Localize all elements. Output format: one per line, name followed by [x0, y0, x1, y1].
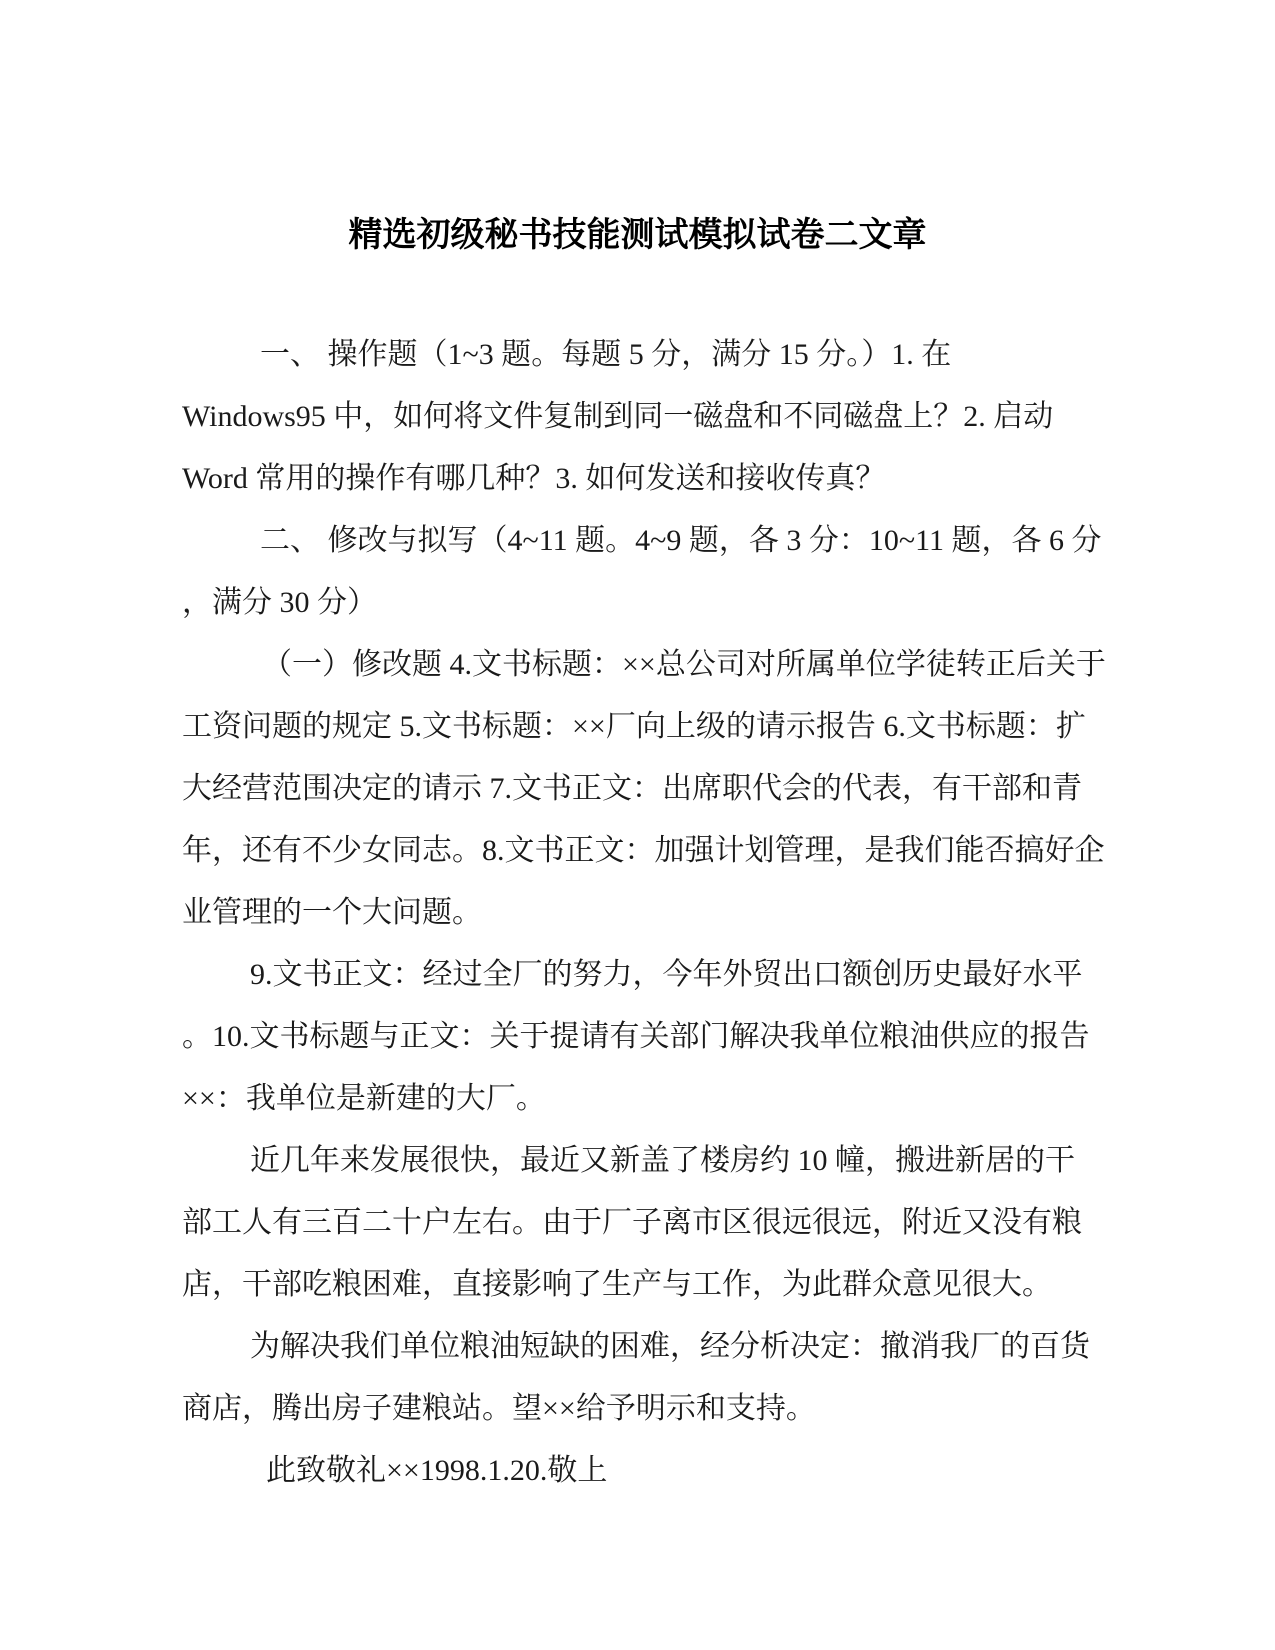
paragraph-3-line-4: 年，还有不少女同志。8.文书正文：加强计划管理，是我们能否搞好企 [182, 834, 1105, 867]
paragraph-4 [182, 944, 1110, 1130]
paragraph-2-line-2: ，满分 30 分） [182, 586, 377, 619]
paragraph-1-line-3: Word 常用的操作有哪几种？3. 如何发送和接收传真？ [182, 462, 886, 495]
paragraph-6 [182, 1316, 1110, 1440]
paragraph-1 [182, 324, 1110, 510]
paragraph-5-line-2: 部工人有三百二十户左右。由于厂子离市区很远很远，附近又没有粮 [182, 1206, 1082, 1239]
paragraph-1-line-2: Windows95 中，如何将文件复制到同一磁盘和不同磁盘上？2. 启动 [182, 400, 1054, 433]
paragraph-6-line-2: 商店，腾出房子建粮站。望××给予明示和支持。 [182, 1392, 816, 1425]
paragraph-5-line-1: 近几年来发展很快，最近又新盖了楼房约 10 幢，搬进新居的干 [250, 1144, 1075, 1177]
paragraph-5 [182, 1130, 1110, 1316]
paragraph-7 [182, 1440, 1110, 1502]
paragraph-4-line-1: 9.文书正文：经过全厂的努力，今年外贸出口额创历史最好水平 [250, 958, 1083, 991]
paragraph-1-line-1: 一、 操作题（1~3 题。每题 5 分，满分 15 分。）1. 在 [260, 338, 952, 371]
paragraph-3-line-2: 工资问题的规定 5.文书标题：××厂向上级的请示报告 6.文书标题：扩 [182, 710, 1086, 743]
paragraph-6-line-1: 为解决我们单位粮油短缺的困难，经分析决定：撤消我厂的百货 [250, 1330, 1090, 1363]
document-title: 精选初级秘书技能测试模拟试卷二文章 [348, 216, 927, 254]
paragraph-3-line-1: （一）修改题 4.文书标题：××总公司对所属单位学徒转正后关于 [262, 648, 1106, 681]
paragraph-3-line-5: 业管理的一个大问题。 [182, 896, 482, 929]
paragraph-7-line-1: 此致敬礼××1998.1.20.敬上 [266, 1454, 608, 1487]
paragraph-3-line-3: 大经营范围决定的请示 7.文书正文：出席职代会的代表，有干部和青 [182, 772, 1082, 805]
paragraph-3 [182, 634, 1110, 944]
document-body [182, 324, 1110, 1502]
paragraph-2 [182, 510, 1110, 634]
paragraph-4-line-2: 。10.文书标题与正文：关于提请有关部门解决我单位粮油供应的报告 [182, 1020, 1090, 1053]
paragraph-2-line-1: 二、 修改与拟写（4~11 题。4~9 题，各 3 分：10~11 题，各 6 分 [260, 524, 1102, 557]
paragraph-5-line-3: 店，干部吃粮困难，直接影响了生产与工作，为此群众意见很大。 [182, 1268, 1052, 1301]
paragraph-4-line-3: ××：我单位是新建的大厂。 [182, 1082, 546, 1115]
